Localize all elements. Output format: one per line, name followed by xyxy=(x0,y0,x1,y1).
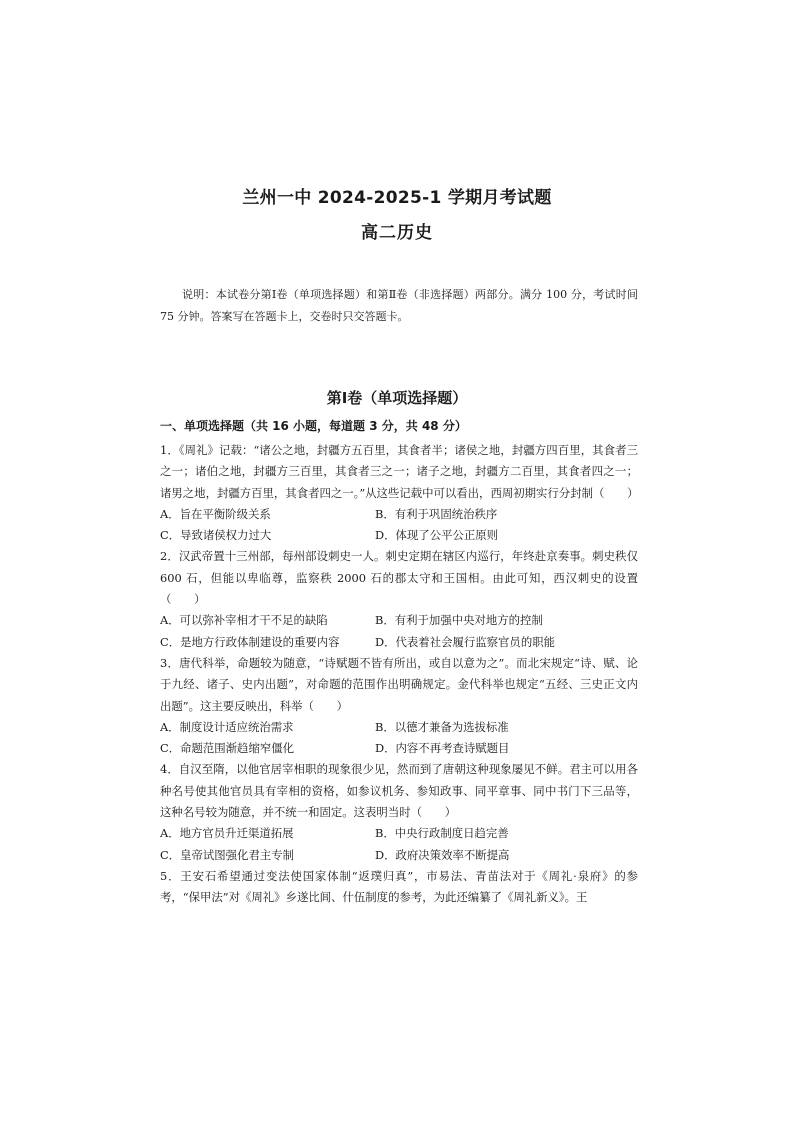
question-3 xyxy=(160,653,638,759)
option-d: D．内容不再考查诗赋题目 xyxy=(375,741,510,756)
exam-title: 兰州一中 2024-2025-1 学期月考试题 xyxy=(242,188,552,208)
exam-instructions: 说明：本试卷分第Ⅰ卷（单项选择题）和第Ⅱ卷（非选择题）两部分。满分 100 分，考试时间 75 分钟。答案写在答题卡上，交卷时只交答题卡。 xyxy=(160,288,638,323)
part-title: 一、单项选择题（共 16 小题，每道题 3 分，共 48 分） xyxy=(160,419,467,433)
option-d: D．代表着社会履行监察官员的职能 xyxy=(375,634,555,649)
option-b: B．有利于巩固统治秩序 xyxy=(375,506,498,521)
option-a: A．旨在平衡阶级关系 xyxy=(160,506,271,521)
option-d: D．政府决策效率不断提高 xyxy=(375,847,510,862)
exam-subject: 高二历史 xyxy=(361,223,433,243)
question-options xyxy=(160,610,638,653)
question-stem: 5．王安石希望通过变法使国家体制“返璞归真”，市易法、青苗法对于《周礼·泉府》的参考，“保甲法”对《周礼》乡遂比闾、什伍制度的参考，为此还编纂了《周礼新义》。王 xyxy=(160,868,638,905)
option-c: C．皇帝试图强化君主专制 xyxy=(160,847,295,862)
option-c: C．是地方行政体制建设的重要内容 xyxy=(160,634,340,649)
question-1 xyxy=(160,440,638,546)
option-c: C．导致诸侯权力过大 xyxy=(160,528,272,543)
option-c: C．命题范围渐趋缩窄僵化 xyxy=(160,741,295,756)
option-b: B．中央行政制度日趋完善 xyxy=(375,826,509,841)
question-2 xyxy=(160,546,638,652)
question-list xyxy=(160,440,638,909)
section-title: 第Ⅰ卷（单项选择题） xyxy=(326,389,468,407)
option-a: A．可以弥补宰相才干不足的缺陷 xyxy=(160,613,328,628)
question-5 xyxy=(160,866,638,909)
question-stem: 3．唐代科举，命题较为随意，“诗赋题不皆有所出，或自以意为之”。而北宋规定“诗、赋、论于九经、诸子、史内出题”，对命题的范围作出明确规定。金代科举也规定“五经、三史正文内出题”。这主要反映出，科举（ ） xyxy=(160,655,638,713)
question-stem: 1．《周礼》记载：“诸公之地，封疆方五百里，其食者半；诸侯之地，封疆方四百里，其食者三之一；诸伯之地，封疆方三百里，其食者三之一；诸子之地，封疆方二百里，其食者四之一；诸男之地，封疆方百里，其食者四之一。”从这些记载中可以看出，西周初期实行分封制（ ） xyxy=(160,443,639,500)
option-b: B．以德才兼备为选拔标准 xyxy=(375,719,509,734)
question-options xyxy=(160,823,638,866)
option-b: B．有利于加强中央对地方的控制 xyxy=(375,613,543,628)
option-a: A．制度设计适应统治需求 xyxy=(160,719,294,734)
question-stem: 2．汉武帝置十三州部，每州部设刺史一人。刺史定期在辖区内巡行，年终赴京奏事。刺史秩仅 600 石，但能以卑临尊，监察秩 2000 石的郡太守和王国相。由此可知，西汉刺史的设置（ ） xyxy=(160,549,638,607)
question-options xyxy=(160,504,638,547)
question-4 xyxy=(160,759,638,865)
option-d: D．体现了公平公正原则 xyxy=(375,528,499,543)
question-options xyxy=(160,717,638,760)
option-a: A．地方官员升迁渠道拓展 xyxy=(160,826,294,841)
question-stem: 4．自汉至隋，以他官居宰相职的现象很少见，然而到了唐朝这种现象屡见不鲜。君主可以用各种名号使其他官员具有宰相的资格，如参议机务、参知政事、同平章事、同中书门下三品等，这种名号较为随意，并不统一和固定。这表明当时（ ） xyxy=(160,762,638,820)
